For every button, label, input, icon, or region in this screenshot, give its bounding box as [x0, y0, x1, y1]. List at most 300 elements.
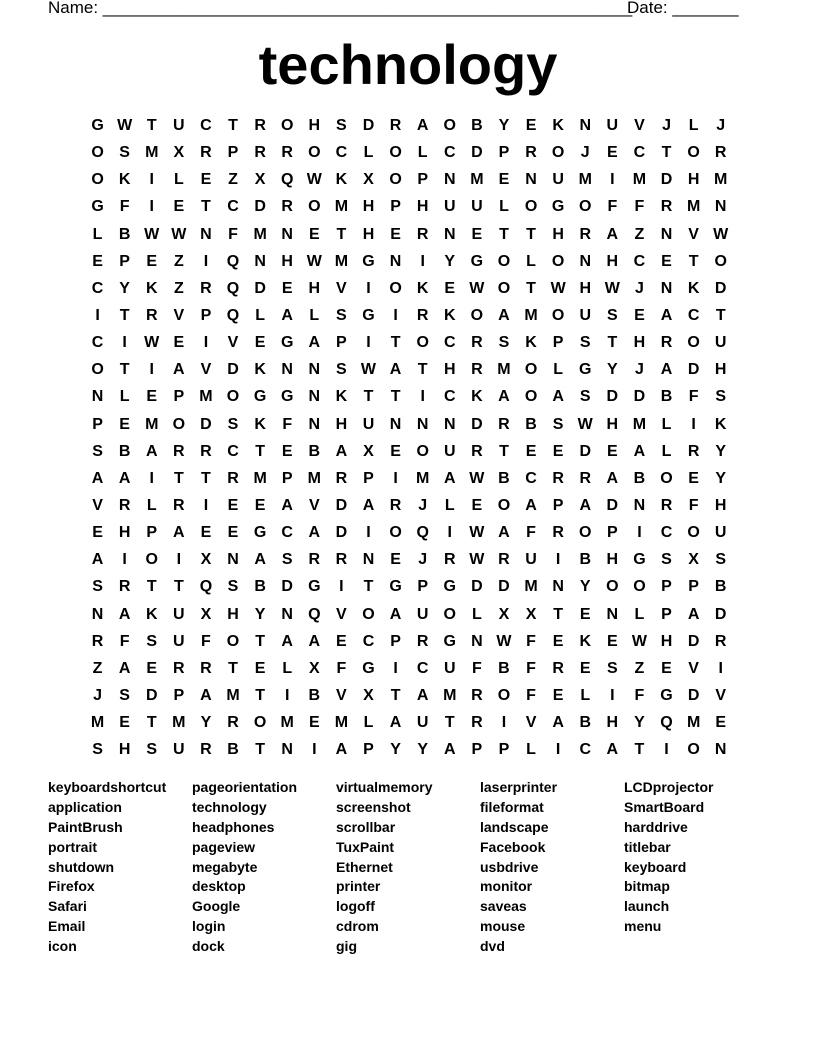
- grid-cell[interactable]: Z: [173, 252, 184, 270]
- grid-cell[interactable]: B: [118, 442, 131, 460]
- grid-cell[interactable]: G: [91, 117, 104, 134]
- grid-cell[interactable]: O: [253, 714, 267, 732]
- grid-cell[interactable]: N: [281, 361, 293, 379]
- grid-cell[interactable]: E: [281, 279, 293, 297]
- grid-cell[interactable]: I: [718, 659, 723, 677]
- grid-cell[interactable]: K: [145, 605, 158, 623]
- grid-cell[interactable]: L: [146, 496, 157, 514]
- grid-cell[interactable]: T: [390, 334, 401, 352]
- grid-cell[interactable]: T: [255, 686, 265, 704]
- grid-cell[interactable]: F: [634, 686, 645, 704]
- grid-cell[interactable]: H: [416, 198, 429, 216]
- grid-cell[interactable]: D: [254, 279, 266, 297]
- grid-cell[interactable]: V: [688, 225, 699, 243]
- grid-cell[interactable]: N: [552, 578, 564, 596]
- grid-cell[interactable]: I: [420, 388, 425, 406]
- grid-cell[interactable]: P: [363, 741, 374, 759]
- grid-cell[interactable]: O: [91, 171, 104, 189]
- grid-cell[interactable]: V: [173, 306, 185, 324]
- grid-cell[interactable]: W: [306, 171, 322, 189]
- grid-cell[interactable]: R: [173, 442, 185, 460]
- grid-cell[interactable]: M: [686, 198, 701, 216]
- grid-cell[interactable]: G: [362, 659, 375, 677]
- grid-cell[interactable]: A: [687, 605, 700, 623]
- grid-cell[interactable]: O: [687, 334, 700, 352]
- grid-cell[interactable]: N: [91, 605, 104, 623]
- grid-cell[interactable]: A: [173, 524, 185, 542]
- grid-cell[interactable]: O: [687, 144, 700, 162]
- grid-cell[interactable]: O: [660, 469, 673, 487]
- grid-cell[interactable]: O: [579, 524, 592, 542]
- grid-cell[interactable]: Z: [173, 279, 184, 297]
- grid-cell[interactable]: T: [228, 659, 238, 677]
- grid-cell[interactable]: R: [200, 279, 212, 297]
- grid-cell[interactable]: O: [172, 415, 186, 433]
- grid-cell[interactable]: R: [416, 306, 429, 324]
- grid-cell[interactable]: I: [122, 551, 127, 569]
- grid-cell[interactable]: N: [389, 415, 402, 433]
- grid-cell[interactable]: M: [470, 171, 484, 189]
- grid-cell[interactable]: R: [471, 442, 483, 460]
- grid-cell[interactable]: X: [525, 605, 537, 623]
- grid-cell[interactable]: O: [714, 252, 727, 270]
- grid-cell[interactable]: Y: [417, 741, 428, 759]
- grid-cell[interactable]: A: [335, 741, 348, 759]
- grid-cell[interactable]: B: [227, 741, 239, 759]
- grid-cell[interactable]: E: [525, 117, 537, 134]
- grid-cell[interactable]: T: [526, 225, 536, 243]
- grid-cell[interactable]: R: [660, 334, 673, 352]
- grid-cell[interactable]: O: [524, 388, 538, 406]
- grid-cell[interactable]: T: [201, 198, 211, 216]
- grid-cell[interactable]: I: [501, 714, 507, 732]
- grid-cell[interactable]: T: [363, 388, 374, 406]
- grid-cell[interactable]: N: [714, 741, 727, 759]
- grid-cell[interactable]: N: [443, 171, 456, 189]
- grid-cell[interactable]: E: [390, 551, 401, 569]
- grid-cell[interactable]: F: [471, 659, 482, 677]
- grid-cell[interactable]: I: [366, 279, 371, 297]
- grid-cell[interactable]: M: [145, 415, 159, 433]
- grid-cell[interactable]: F: [526, 524, 536, 542]
- grid-cell[interactable]: E: [471, 225, 483, 243]
- grid-cell[interactable]: E: [200, 524, 212, 542]
- grid-cell[interactable]: E: [173, 198, 185, 216]
- grid-cell[interactable]: A: [91, 551, 104, 569]
- grid-cell[interactable]: C: [200, 117, 212, 134]
- grid-cell[interactable]: D: [660, 171, 673, 189]
- grid-cell[interactable]: R: [200, 442, 212, 460]
- grid-cell[interactable]: A: [308, 334, 321, 352]
- grid-cell[interactable]: F: [607, 198, 618, 216]
- grid-cell[interactable]: U: [173, 605, 185, 623]
- grid-cell[interactable]: D: [471, 578, 483, 596]
- grid-cell[interactable]: A: [498, 306, 510, 324]
- grid-cell[interactable]: R: [173, 659, 185, 677]
- grid-cell[interactable]: E: [254, 334, 266, 352]
- grid-cell[interactable]: H: [606, 714, 619, 732]
- grid-cell[interactable]: K: [254, 415, 266, 433]
- grid-cell[interactable]: X: [363, 442, 374, 460]
- grid-cell[interactable]: A: [389, 605, 402, 623]
- grid-cell[interactable]: X: [173, 144, 185, 162]
- grid-cell[interactable]: M: [714, 171, 728, 189]
- grid-cell[interactable]: D: [335, 496, 348, 514]
- grid-cell[interactable]: E: [92, 252, 103, 270]
- grid-cell[interactable]: J: [93, 686, 102, 704]
- grid-cell[interactable]: L: [363, 144, 374, 162]
- grid-cell[interactable]: C: [91, 334, 104, 352]
- grid-cell[interactable]: G: [443, 632, 456, 650]
- grid-cell[interactable]: I: [176, 551, 182, 569]
- grid-cell[interactable]: U: [714, 524, 727, 542]
- grid-cell[interactable]: Z: [228, 171, 238, 189]
- grid-cell[interactable]: E: [634, 306, 645, 324]
- grid-cell[interactable]: O: [389, 279, 402, 297]
- grid-cell[interactable]: M: [334, 714, 349, 732]
- grid-cell[interactable]: C: [227, 442, 239, 460]
- grid-cell[interactable]: Y: [200, 714, 212, 732]
- grid-cell[interactable]: H: [227, 605, 239, 623]
- grid-cell[interactable]: I: [447, 524, 452, 542]
- grid-cell[interactable]: S: [227, 415, 239, 433]
- grid-cell[interactable]: O: [91, 361, 104, 379]
- grid-cell[interactable]: V: [688, 659, 699, 677]
- grid-cell[interactable]: M: [253, 225, 267, 243]
- grid-cell[interactable]: A: [281, 306, 293, 324]
- grid-cell[interactable]: K: [335, 171, 348, 189]
- grid-cell[interactable]: H: [118, 741, 131, 759]
- grid-cell[interactable]: J: [634, 279, 644, 297]
- grid-cell[interactable]: E: [336, 632, 347, 650]
- grid-cell[interactable]: U: [443, 659, 456, 677]
- grid-cell[interactable]: P: [688, 578, 699, 596]
- grid-cell[interactable]: M: [253, 469, 267, 487]
- grid-cell[interactable]: L: [282, 659, 293, 677]
- grid-cell[interactable]: E: [579, 605, 591, 623]
- grid-cell[interactable]: H: [335, 415, 348, 433]
- grid-cell[interactable]: T: [119, 306, 130, 324]
- grid-cell[interactable]: E: [119, 714, 130, 732]
- grid-cell[interactable]: O: [389, 171, 402, 189]
- grid-cell[interactable]: B: [633, 469, 646, 487]
- grid-cell[interactable]: O: [497, 252, 511, 270]
- grid-cell[interactable]: P: [173, 388, 185, 406]
- grid-cell[interactable]: I: [339, 578, 344, 596]
- grid-cell[interactable]: N: [471, 632, 483, 650]
- grid-cell[interactable]: D: [471, 144, 483, 162]
- grid-cell[interactable]: D: [687, 361, 700, 379]
- grid-cell[interactable]: R: [416, 225, 429, 243]
- grid-cell[interactable]: D: [471, 415, 483, 433]
- grid-cell[interactable]: K: [552, 117, 564, 134]
- grid-cell[interactable]: R: [281, 198, 293, 216]
- grid-cell[interactable]: A: [91, 469, 104, 487]
- grid-cell[interactable]: B: [471, 117, 483, 134]
- grid-cell[interactable]: C: [687, 306, 700, 324]
- grid-cell[interactable]: E: [688, 469, 699, 487]
- grid-cell[interactable]: Q: [660, 714, 673, 732]
- grid-cell[interactable]: T: [688, 252, 699, 270]
- grid-cell[interactable]: I: [149, 361, 154, 379]
- grid-cell[interactable]: S: [92, 578, 103, 596]
- grid-cell[interactable]: O: [226, 632, 240, 650]
- grid-cell[interactable]: U: [443, 442, 456, 460]
- grid-cell[interactable]: I: [149, 171, 154, 189]
- grid-cell[interactable]: Q: [308, 605, 321, 623]
- grid-cell[interactable]: B: [308, 686, 321, 704]
- grid-cell[interactable]: P: [661, 605, 672, 623]
- grid-cell[interactable]: S: [552, 415, 564, 433]
- grid-cell[interactable]: D: [362, 117, 375, 134]
- grid-cell[interactable]: R: [308, 551, 321, 569]
- grid-cell[interactable]: O: [362, 605, 375, 623]
- grid-cell[interactable]: P: [417, 578, 428, 596]
- grid-cell[interactable]: R: [471, 714, 483, 732]
- grid-cell[interactable]: S: [281, 551, 293, 569]
- grid-cell[interactable]: S: [606, 659, 618, 677]
- grid-cell[interactable]: H: [687, 171, 700, 189]
- grid-cell[interactable]: H: [633, 334, 646, 352]
- grid-cell[interactable]: F: [119, 198, 130, 216]
- grid-cell[interactable]: E: [200, 171, 212, 189]
- grid-cell[interactable]: I: [203, 252, 209, 270]
- grid-cell[interactable]: T: [255, 741, 265, 759]
- grid-cell[interactable]: C: [281, 524, 293, 542]
- grid-cell[interactable]: P: [417, 171, 428, 189]
- grid-cell[interactable]: G: [443, 578, 456, 596]
- grid-cell[interactable]: M: [632, 171, 647, 189]
- grid-cell[interactable]: R: [471, 361, 483, 379]
- grid-cell[interactable]: O: [524, 198, 538, 216]
- grid-cell[interactable]: P: [498, 741, 510, 759]
- grid-cell[interactable]: I: [149, 198, 154, 216]
- grid-cell[interactable]: H: [579, 279, 592, 297]
- grid-cell[interactable]: P: [606, 524, 618, 542]
- grid-cell[interactable]: F: [634, 198, 645, 216]
- grid-cell[interactable]: N: [579, 117, 592, 134]
- grid-cell[interactable]: W: [713, 225, 729, 243]
- grid-cell[interactable]: G: [253, 388, 267, 406]
- grid-cell[interactable]: A: [606, 741, 619, 759]
- grid-cell[interactable]: O: [145, 551, 158, 569]
- grid-cell[interactable]: I: [95, 306, 100, 324]
- grid-cell[interactable]: G: [633, 551, 646, 569]
- grid-cell[interactable]: Z: [634, 225, 645, 243]
- grid-cell[interactable]: U: [173, 741, 185, 759]
- grid-cell[interactable]: R: [200, 659, 212, 677]
- grid-cell[interactable]: B: [308, 442, 321, 460]
- grid-cell[interactable]: F: [228, 225, 238, 243]
- grid-cell[interactable]: R: [525, 144, 537, 162]
- grid-cell[interactable]: L: [580, 686, 591, 704]
- grid-cell[interactable]: A: [118, 469, 131, 487]
- grid-cell[interactable]: V: [336, 279, 347, 297]
- grid-cell[interactable]: A: [118, 659, 131, 677]
- grid-cell[interactable]: T: [201, 469, 211, 487]
- grid-cell[interactable]: J: [418, 551, 428, 569]
- grid-cell[interactable]: K: [714, 415, 727, 433]
- grid-cell[interactable]: O: [497, 686, 511, 704]
- grid-cell[interactable]: L: [688, 117, 699, 134]
- grid-cell[interactable]: L: [526, 252, 536, 270]
- grid-cell[interactable]: J: [418, 496, 428, 514]
- grid-cell[interactable]: T: [526, 279, 536, 297]
- grid-cell[interactable]: R: [335, 469, 348, 487]
- grid-cell[interactable]: R: [118, 496, 131, 514]
- grid-cell[interactable]: K: [254, 361, 266, 379]
- grid-cell[interactable]: L: [444, 496, 455, 514]
- grid-cell[interactable]: B: [118, 225, 131, 243]
- grid-cell[interactable]: X: [498, 605, 510, 623]
- grid-cell[interactable]: F: [688, 388, 699, 406]
- grid-cell[interactable]: A: [606, 225, 619, 243]
- grid-cell[interactable]: A: [443, 469, 456, 487]
- grid-cell[interactable]: O: [443, 117, 456, 134]
- grid-cell[interactable]: D: [714, 279, 727, 297]
- grid-cell[interactable]: R: [200, 741, 212, 759]
- grid-cell[interactable]: D: [714, 605, 727, 623]
- grid-cell[interactable]: X: [363, 686, 374, 704]
- grid-cell[interactable]: C: [443, 388, 456, 406]
- grid-cell[interactable]: N: [91, 388, 104, 406]
- grid-cell[interactable]: R: [145, 306, 158, 324]
- grid-cell[interactable]: V: [200, 361, 212, 379]
- grid-cell[interactable]: L: [499, 198, 509, 216]
- grid-cell[interactable]: R: [91, 632, 104, 650]
- grid-cell[interactable]: V: [92, 496, 103, 514]
- grid-cell[interactable]: A: [525, 496, 537, 514]
- grid-cell[interactable]: E: [579, 659, 591, 677]
- grid-cell[interactable]: E: [308, 714, 320, 732]
- grid-cell[interactable]: U: [173, 117, 185, 134]
- grid-cell[interactable]: E: [525, 442, 537, 460]
- grid-cell[interactable]: U: [714, 334, 727, 352]
- grid-cell[interactable]: G: [660, 686, 673, 704]
- grid-cell[interactable]: M: [578, 171, 592, 189]
- grid-cell[interactable]: O: [551, 252, 565, 270]
- grid-cell[interactable]: I: [122, 334, 127, 352]
- grid-cell[interactable]: R: [714, 632, 727, 650]
- grid-cell[interactable]: H: [714, 361, 727, 379]
- grid-cell[interactable]: N: [308, 415, 321, 433]
- grid-cell[interactable]: B: [579, 714, 592, 732]
- grid-cell[interactable]: Z: [634, 659, 645, 677]
- grid-cell[interactable]: E: [606, 442, 618, 460]
- grid-cell[interactable]: R: [660, 496, 673, 514]
- grid-cell[interactable]: N: [200, 225, 212, 243]
- grid-cell[interactable]: E: [254, 496, 266, 514]
- grid-cell[interactable]: R: [552, 469, 564, 487]
- grid-cell[interactable]: C: [633, 252, 646, 270]
- grid-cell[interactable]: T: [715, 306, 726, 324]
- grid-cell[interactable]: F: [688, 496, 699, 514]
- grid-cell[interactable]: B: [254, 578, 266, 596]
- grid-cell[interactable]: A: [281, 496, 293, 514]
- grid-cell[interactable]: M: [172, 714, 186, 732]
- grid-cell[interactable]: E: [444, 279, 456, 297]
- grid-cell[interactable]: N: [606, 605, 619, 623]
- grid-cell[interactable]: P: [390, 632, 401, 650]
- grid-cell[interactable]: K: [118, 171, 131, 189]
- grid-cell[interactable]: J: [634, 361, 644, 379]
- grid-cell[interactable]: R: [389, 496, 402, 514]
- grid-cell[interactable]: F: [526, 686, 536, 704]
- grid-cell[interactable]: I: [393, 306, 398, 324]
- grid-cell[interactable]: B: [660, 388, 673, 406]
- grid-cell[interactable]: I: [366, 524, 371, 542]
- grid-cell[interactable]: I: [637, 524, 642, 542]
- grid-cell[interactable]: T: [390, 388, 401, 406]
- grid-cell[interactable]: C: [227, 198, 239, 216]
- grid-cell[interactable]: R: [552, 659, 564, 677]
- grid-cell[interactable]: R: [227, 469, 239, 487]
- grid-cell[interactable]: I: [691, 415, 696, 433]
- grid-cell[interactable]: Q: [280, 171, 294, 189]
- grid-cell[interactable]: P: [336, 334, 347, 352]
- grid-cell[interactable]: K: [579, 632, 592, 650]
- grid-cell[interactable]: S: [336, 117, 347, 134]
- grid-cell[interactable]: N: [579, 252, 592, 270]
- grid-cell[interactable]: M: [497, 361, 511, 379]
- grid-cell[interactable]: W: [360, 361, 377, 379]
- grid-cell[interactable]: H: [308, 279, 321, 297]
- grid-cell[interactable]: Y: [579, 578, 591, 596]
- grid-cell[interactable]: G: [389, 578, 402, 596]
- grid-cell[interactable]: A: [498, 388, 510, 406]
- grid-cell[interactable]: D: [606, 496, 619, 514]
- grid-cell[interactable]: D: [227, 361, 239, 379]
- grid-cell[interactable]: I: [664, 741, 669, 759]
- grid-cell[interactable]: L: [661, 442, 672, 460]
- grid-cell[interactable]: Q: [226, 279, 240, 297]
- grid-cell[interactable]: P: [661, 578, 672, 596]
- grid-cell[interactable]: U: [606, 117, 619, 134]
- grid-cell[interactable]: T: [228, 117, 238, 134]
- grid-cell[interactable]: Y: [634, 714, 645, 732]
- grid-cell[interactable]: A: [633, 442, 646, 460]
- grid-cell[interactable]: O: [226, 388, 240, 406]
- grid-cell[interactable]: E: [281, 442, 293, 460]
- grid-cell[interactable]: R: [200, 144, 212, 162]
- grid-cell[interactable]: O: [606, 578, 619, 596]
- grid-cell[interactable]: T: [173, 578, 184, 596]
- grid-cell[interactable]: D: [145, 686, 158, 704]
- grid-cell[interactable]: X: [308, 659, 320, 677]
- grid-cell[interactable]: H: [443, 361, 456, 379]
- grid-cell[interactable]: V: [634, 117, 645, 134]
- grid-cell[interactable]: T: [607, 334, 618, 352]
- grid-cell[interactable]: R: [118, 578, 131, 596]
- grid-cell[interactable]: A: [443, 741, 456, 759]
- grid-cell[interactable]: T: [119, 361, 130, 379]
- grid-cell[interactable]: I: [555, 551, 561, 569]
- grid-cell[interactable]: W: [577, 415, 593, 433]
- grid-cell[interactable]: B: [714, 578, 727, 596]
- grid-cell[interactable]: O: [389, 144, 402, 162]
- grid-cell[interactable]: E: [173, 334, 185, 352]
- grid-cell[interactable]: I: [149, 469, 154, 487]
- grid-cell[interactable]: T: [146, 578, 157, 596]
- grid-cell[interactable]: A: [552, 388, 564, 406]
- grid-cell[interactable]: S: [579, 388, 591, 406]
- grid-cell[interactable]: B: [579, 551, 592, 569]
- grid-cell[interactable]: S: [498, 334, 510, 352]
- grid-cell[interactable]: L: [363, 714, 374, 732]
- grid-cell[interactable]: A: [308, 632, 321, 650]
- grid-cell[interactable]: M: [632, 415, 647, 433]
- grid-cell[interactable]: O: [524, 361, 538, 379]
